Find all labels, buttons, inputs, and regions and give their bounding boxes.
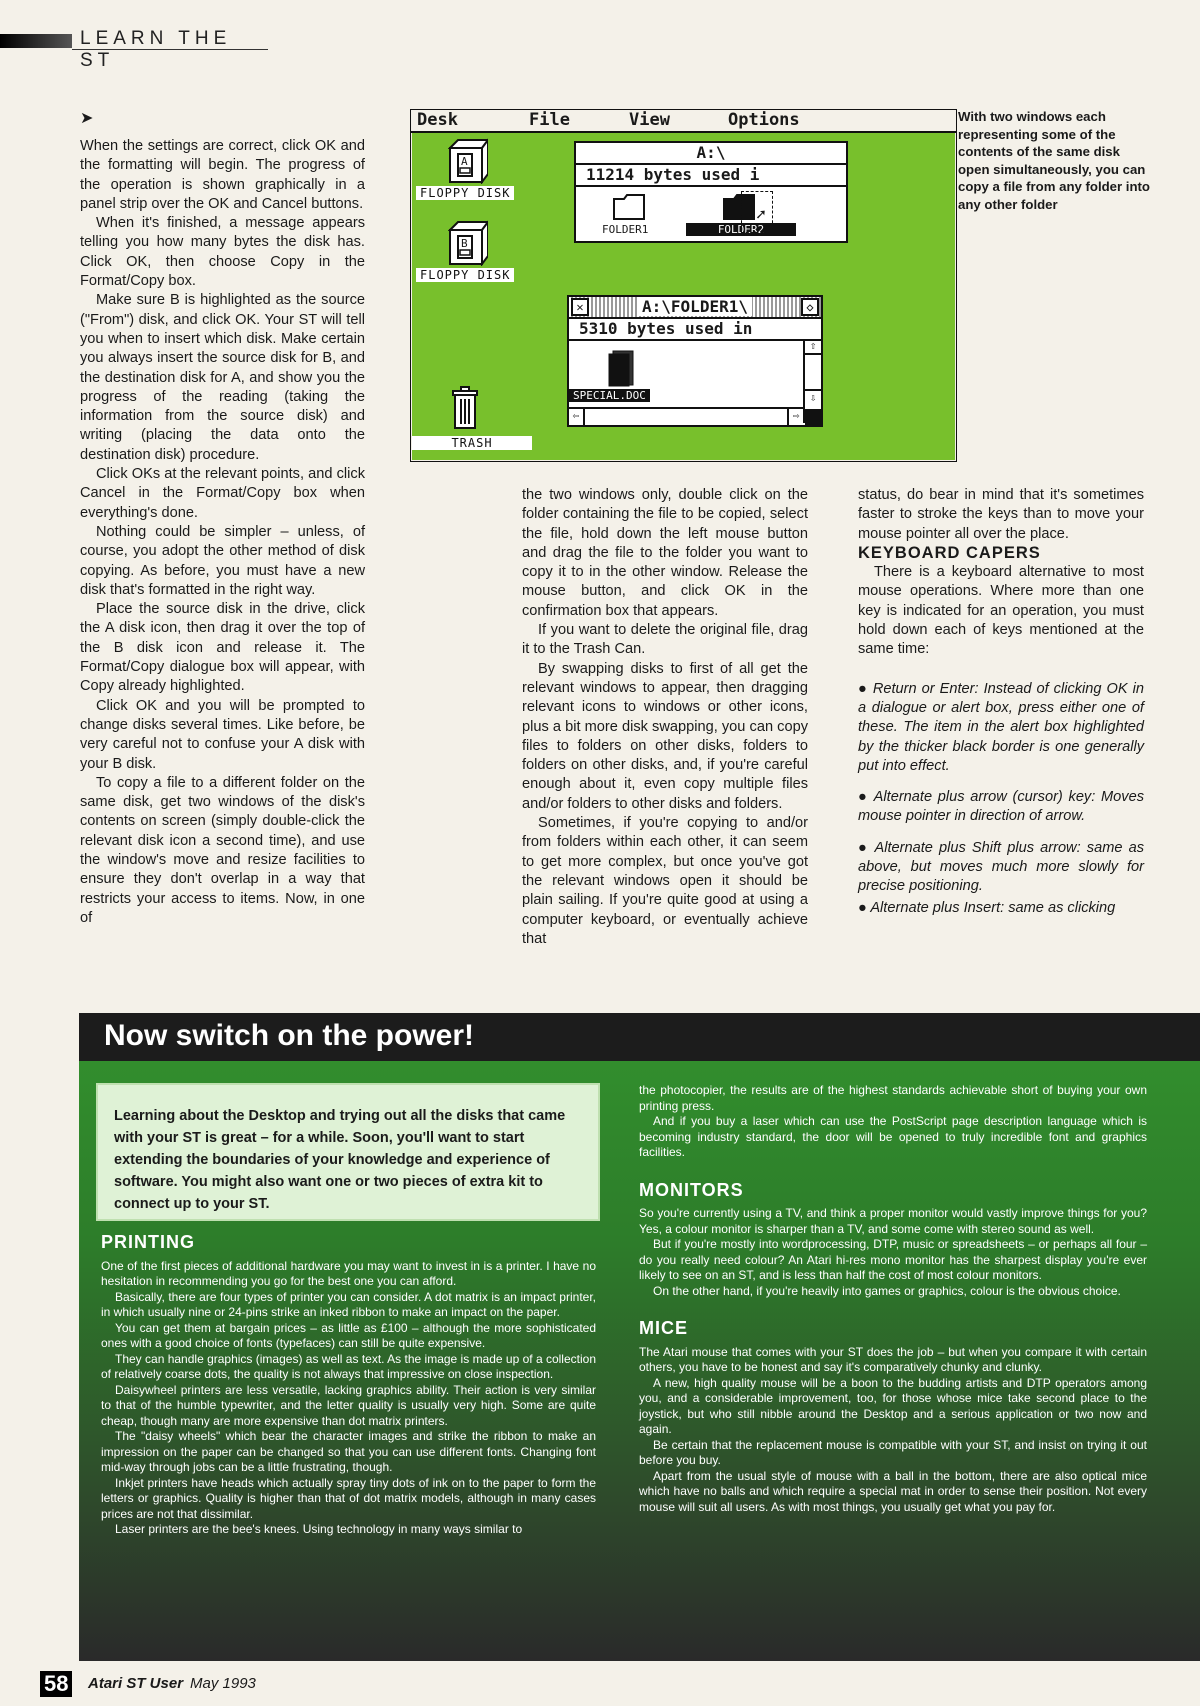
paragraph: There is a keyboard alternative to most mouse operations. Where more than one key is indicated for an operation, you must hold down each of keys mentioned at the same time: <box>858 564 1144 658</box>
paragraph: A new, high quality mouse will be a boon to the budding artists and DTP operators among you, and a considerable improvement, too, for those whose mice take second place to the joystick, but who still nibble around the Desktop and a serious application or two now and again. <box>639 1375 1147 1436</box>
subheading: KEYBOARD CAPERS <box>858 543 1041 562</box>
paragraph: One of the first pieces of additional hardware you may want to invest in is a printer. I have no hesitation in recommending you go for the best one you can afford. <box>101 1258 596 1288</box>
gem-menu-bar <box>411 110 956 133</box>
folder1-window[interactable] <box>567 295 823 427</box>
subheading: MICE <box>639 1318 688 1338</box>
intro-text: Learning about the Desktop and trying out all the disks that came with your ST is great – for a while. Soon, you'll want to start extending the boundaries of your knowledge and experience of software. You might also want one or two pieces of extra kit to connect up to your ST. <box>114 1108 566 1212</box>
article-column-3 <box>858 486 1144 918</box>
header-bar <box>0 34 72 48</box>
magazine-name: Atari ST User <box>88 1675 184 1692</box>
continuation-arrow-icon: ➤ <box>80 110 94 127</box>
menu-desk[interactable]: Desk <box>417 110 458 130</box>
paragraph: If you want to delete the original file, drag it to the Trash Can. <box>522 622 808 658</box>
scroll-down-arrow-icon[interactable]: ⇩ <box>805 389 821 405</box>
folder-label: FOLDER1 <box>602 223 649 236</box>
paragraph: They can handle graphics (images) as well as text. As the image is made up of a collection of relatively coarse dots, the quality is not always that impressive on close inspection. <box>101 1351 596 1381</box>
paragraph: And if you buy a laser which can use the PostScript page description language which is becoming industry standard, the door will be opened to truly incredible font and graphics facilities. <box>639 1114 1147 1159</box>
paragraph: You can get them at bargain prices – as little as £100 – although the more sophisticated ones with a good choice of fonts (typefaces) can still be quite expensive. <box>101 1320 596 1350</box>
paragraph: By swapping disks to first of all get the relevant windows to appear, then dragging relevant icons to windows or other icons, plus a bit more disk swapping, you can copy files to folders on other disks, folders to folders on other disks, and, if you're careful enough about it, even copy multiple files and/or folders to other disks and folders. <box>522 660 808 812</box>
boxout-title: Now switch on the power! <box>104 1019 475 1052</box>
paragraph: Laser printers are the bee's knees. Using technology in many ways similar to <box>115 1522 523 1536</box>
paragraph: On the other hand, if you're heavily into games or graphics, colour is the obvious choice. <box>653 1283 1121 1298</box>
paragraph: To copy a file to a different folder on the same disk, get two windows of the disk's contents on screen (simply double-click the relevant disk icon a second time), and use the window's move and resize facilities to ensure they don't overlap in a way that restricts your access to items. Now, in one of <box>80 774 365 926</box>
window-info-line: 5310 bytes used in <box>569 319 821 341</box>
paragraph: Inkjet printers have heads which actually spray tiny dots of ink on to the paper to form the letters or graphics. Quality is higher than that of dot matrix models, although in many cases prices are not that dissimilar. <box>101 1475 596 1521</box>
bullet-item: ● Alternate plus Insert: same as clicking <box>858 899 1116 916</box>
subheading: PRINTING <box>101 1232 196 1252</box>
folder-icon[interactable] <box>612 193 646 221</box>
disk-letter: A <box>461 155 468 168</box>
screenshot-caption: With two windows each representing some of the contents of the same disk open simultaneously, you can copy a file from any folder into any other folder <box>958 109 1150 212</box>
page-number: 58 <box>40 1671 72 1697</box>
icon-label: FLOPPY DISK <box>416 186 514 200</box>
section-title: LEARN THE ST <box>80 28 232 71</box>
article-column-2 <box>522 486 808 949</box>
folder-label-selected: FOLDER2 <box>686 223 796 236</box>
paragraph: The "daisy wheels" which bear the character images and strike the ribbon to make an impression on the paper can be changed so that you can use different fonts. Changing font mid-way through jobs can be a little frustrating, though. <box>101 1429 596 1474</box>
desktop-screenshot <box>410 109 957 462</box>
floppy-drawer-icon <box>448 138 488 184</box>
boxout-panel <box>79 1013 1200 1661</box>
floppy-drawer-icon <box>448 220 488 266</box>
paragraph: the two windows only, double click on the folder containing the file to be copied, select the file, hold down the left mouse button and drag the file to the folder you want to copy it to in the other window. Release the mouse button, and click OK in the confirmation box that appears. <box>522 487 808 619</box>
file-label-selected: SPECIAL.DOC <box>569 389 650 402</box>
trash-can-icon <box>450 386 480 430</box>
icon-label: FLOPPY DISK <box>416 268 514 282</box>
bullet-text: Alternate plus arrow (cursor) key: Moves mouse pointer in direction of arrow. <box>858 789 1144 825</box>
fuller-icon[interactable]: ◇ <box>801 298 819 316</box>
paragraph: When the settings are correct, click OK and the formatting will begin. The progress of the operation is shown graphically in a panel strip over the OK and Cancel buttons. <box>80 138 365 212</box>
article-column-1 <box>80 137 365 928</box>
paragraph: The Atari mouse that comes with your ST does the job – but when you compare it with certain others, you have to be honest and say it's comparatively chunky and clunky. <box>639 1344 1147 1374</box>
paragraph: Apart from the usual style of mouse with a ball in the bottom, there are also optical mice which have no balls and which require a special mat in order to sense their position. Not every mouse will suit all users. As with most things, you usually get what you pay for. <box>639 1468 1147 1514</box>
paragraph: Click OKs at the relevant points, and click Cancel in the Format/Copy box when everything's done. <box>80 466 365 521</box>
paragraph: Nothing could be simpler – unless, of course, you adopt the other method of disk copying. As before, you must have a new disk that's formatted in the right way. <box>80 523 365 598</box>
paragraph: When it's finished, a message appears telling you how many bytes the disk has. Click OK, then choose Copy in the Format/Copy box. <box>80 215 365 290</box>
bullet-item: ● Alternate plus arrow (cursor) key: Moves mouse pointer in direction of arrow. <box>858 789 1144 825</box>
paragraph: Be certain that the replacement mouse is compatible with your ST, and insist on trying it out before you buy. <box>639 1437 1147 1467</box>
drive-a-window[interactable] <box>574 141 848 243</box>
boxout-right-column <box>639 1083 1147 1515</box>
scroll-right-arrow-icon[interactable]: ⇨ <box>787 409 803 425</box>
document-icon[interactable] <box>607 349 635 387</box>
window-info-line: 11214 bytes used i <box>576 165 846 187</box>
disk-letter: B <box>461 237 468 250</box>
icon-label: TRASH <box>412 436 532 450</box>
paragraph: So you're currently using a TV, and think a proper monitor would vastly improve things for you? Yes, a colour monitor is sharper than a TV, and some come with stereo sound as well. <box>639 1206 1147 1236</box>
floppy-disk-b-icon[interactable] <box>416 220 536 286</box>
paragraph: Place the source disk in the drive, click the A disk icon, then drag it over the top of the B disk icon and release it. The Format/Copy dialogue box will appear, with Copy already highlighted. <box>80 601 365 695</box>
section-header <box>0 28 268 71</box>
header-rule <box>72 49 268 50</box>
paragraph: Make sure B is highlighted as the source ("From") disk, and click OK. Your ST will tell you when to insert which disk. Make certain you always insert the source disk for B, and the destination disk for A, and show you the progress of the reading (taking the information from the source disk) and writing (placing the data onto the destination disk) procedure. <box>80 292 365 463</box>
menu-view[interactable]: View <box>629 110 670 130</box>
floppy-disk-a-icon[interactable] <box>416 138 536 204</box>
window-title[interactable]: A:\ <box>576 143 846 165</box>
boxout-intro <box>96 1083 600 1221</box>
bullet-text: Alternate plus Insert: same as clicking <box>870 899 1116 916</box>
window-title-bar[interactable] <box>569 297 821 319</box>
paragraph: the photocopier, the results are of the highest standards achievable short of buying your own printing press. <box>639 1083 1147 1113</box>
paragraph: Click OK and you will be prompted to change disks several times. Like before, be very careful not to confuse your A disk with your B disk. <box>80 697 365 772</box>
close-icon[interactable]: ✕ <box>571 298 589 316</box>
bullet-item: ● Return or Enter: Instead of clicking OK in a dialogue or alert box, press either one of these. The item in the alert box highlighted by the thicker black border is one generally put into effect. <box>858 680 1145 774</box>
scroll-left-arrow-icon[interactable]: ⇦ <box>569 409 585 425</box>
menu-file[interactable]: File <box>529 110 570 130</box>
paragraph: But if you're mostly into wordprocessing, DTP, music or spreadsheets – or perhaps all four – do you really need colour? An Atari hi-res mono monitor has the sharpest display you're ever likely to see on an ST, and is less than half the cost of most colour monitors. <box>639 1237 1147 1282</box>
window-title: A:\FOLDER1\ <box>638 297 752 316</box>
subheading: MONITORS <box>639 1179 744 1200</box>
gem-desktop <box>412 133 955 460</box>
menu-options[interactable]: Options <box>728 110 800 130</box>
boxout-left-column <box>101 1232 596 1538</box>
paragraph: Sometimes, if you're copying to and/or from folders within each other, it can seem to get more complex, but once you've got the relevant windows open it should be plain sailing. If you're quite good at using a computer keyboard, or eventually achieve that <box>522 815 808 947</box>
scroll-up-arrow-icon[interactable]: ⇧ <box>805 339 821 355</box>
boxout-header <box>79 1013 1200 1061</box>
horizontal-scrollbar[interactable] <box>569 407 803 425</box>
issue-date: May 1993 <box>190 1675 256 1692</box>
paragraph: Daisywheel printers are less versatile, lacking graphics ability. Their action is very similar to that of the humble typewriter, and the letter quality is usually very high. Some are quite cheap, though many are more expensive than dot matrix printers. <box>101 1382 596 1428</box>
bullet-text: Return or Enter: Instead of clicking OK in a dialogue or alert box, press either one of these. The item in the alert box highlighted by the thicker black border is one generally put into effect. <box>858 680 1145 774</box>
bullet-item: ● Alternate plus Shift plus arrow: same as above, but moves much more slowly for precise positioning. <box>858 839 1144 895</box>
paragraph: status, do bear in mind that it's sometimes faster to stroke the keys than to move your mouse pointer all over the place. <box>858 487 1144 542</box>
trash-icon[interactable] <box>412 386 534 456</box>
mouse-pointer-icon: ➚ <box>756 205 766 224</box>
paragraph: Basically, there are four types of printer you can consider. A dot matrix is an impact printer, in which usually nine or 24-pins strike an inked ribbon to make an impact on the paper. <box>101 1289 596 1319</box>
bullet-text: Alternate plus Shift plus arrow: same as above, but moves much more slowly for precise positioning. <box>858 839 1144 895</box>
resize-box-icon[interactable] <box>805 409 821 425</box>
